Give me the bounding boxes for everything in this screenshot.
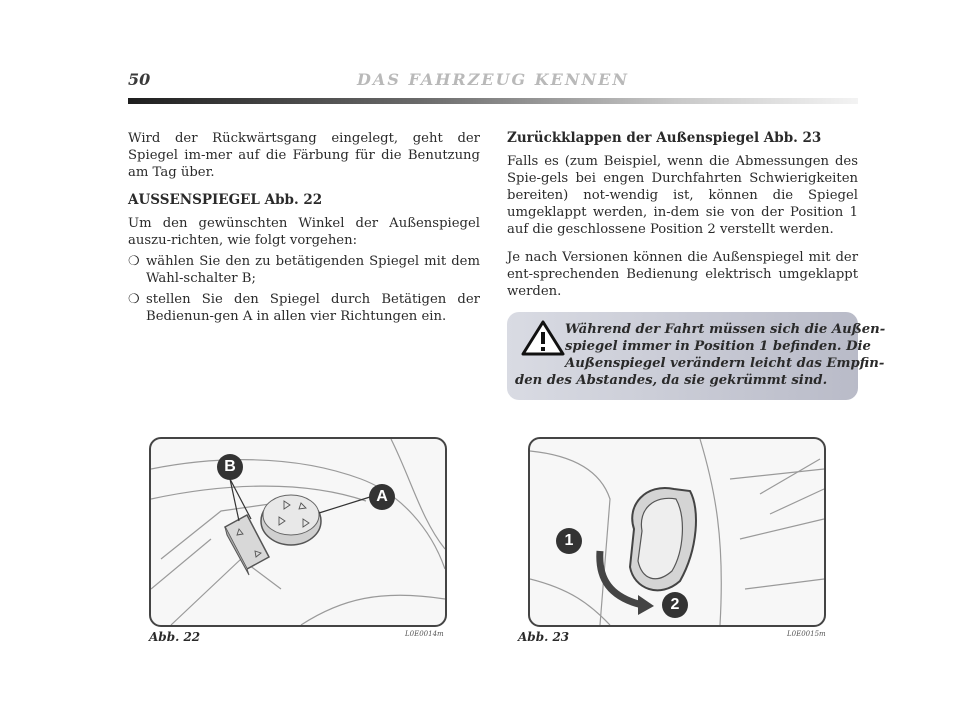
right-column <box>507 130 858 311</box>
figure-22-code: L0E0014m <box>405 630 444 638</box>
figure-22-caption: Abb. 22 <box>149 630 201 644</box>
warning-line: den des Abstandes, da sie gekrümmt sind. <box>515 373 828 388</box>
warning-line: Während der Fahrt müssen sich die Außen- <box>565 322 886 337</box>
warning-text <box>515 321 886 389</box>
section-title: DAS FAHRZEUG KENNEN <box>357 70 629 89</box>
bullet-icon: ❍ <box>128 292 140 307</box>
label-position-1: 1 <box>564 532 574 549</box>
list-item <box>128 253 480 287</box>
warning-line: Außenspiegel verändern leicht das Empfin- <box>565 356 885 371</box>
paragraph-adjust-intro: Um den gewünschten Winkel der Außenspiegel auszu-richten, wie folgt vorgehen: <box>128 216 480 248</box>
paragraph-fold-manual: Falls es (zum Beispiel, wenn die Abmessungen des Spie-gels bei engen Durchfahrten Schwierigkeiten bereiten) not-wendig ist, können die Spiegel umgeklappt werden, in-dem sie von der Position 1 auf die geschlossene Position 2 verstellt werden. <box>507 154 858 237</box>
paragraph-reverse-gear: Wird der Rückwärtsgang eingelegt, geht der Spiegel im-mer auf die Färbung für die Benutzung am Tag über. <box>128 131 480 180</box>
paragraph-fold-electric: Je nach Versionen können die Außenspiegel mit der ent-sprechenden Bedienung elektrisch umgeklappt werden. <box>507 250 858 299</box>
label-position-2: 2 <box>670 596 680 613</box>
page-number: 50 <box>128 70 151 89</box>
warning-box <box>507 312 886 400</box>
figure-23-caption: Abb. 23 <box>518 630 570 644</box>
heading-exterior-mirrors: AUSSENSPIEGEL Abb. 22 <box>128 192 323 208</box>
warning-line: spiegel immer in Position 1 befinden. Die <box>565 339 871 354</box>
figure-23-code: L0E0015m <box>787 630 826 638</box>
label-b: B <box>224 458 236 475</box>
header-rule <box>128 98 858 104</box>
list-item-text: wählen Sie den zu betätigenden Spiegel mit dem Wahl-schalter B; <box>146 254 480 286</box>
bullet-icon: ❍ <box>128 254 140 269</box>
figure-folding-mirror <box>528 437 826 627</box>
list-item <box>128 291 480 325</box>
label-a: A <box>376 488 388 505</box>
mirror-controls-illustration <box>151 439 445 625</box>
figure-mirror-controls <box>149 437 447 627</box>
page-header <box>128 70 858 92</box>
instruction-list <box>128 253 480 325</box>
heading-fold-mirrors: Zurückklappen der Außenspiegel Abb. 23 <box>507 130 822 146</box>
list-item-text: stellen Sie den Spiegel durch Betätigen der Bedienun-gen A in allen vier Richtungen ein. <box>146 292 480 324</box>
left-column <box>128 130 480 329</box>
